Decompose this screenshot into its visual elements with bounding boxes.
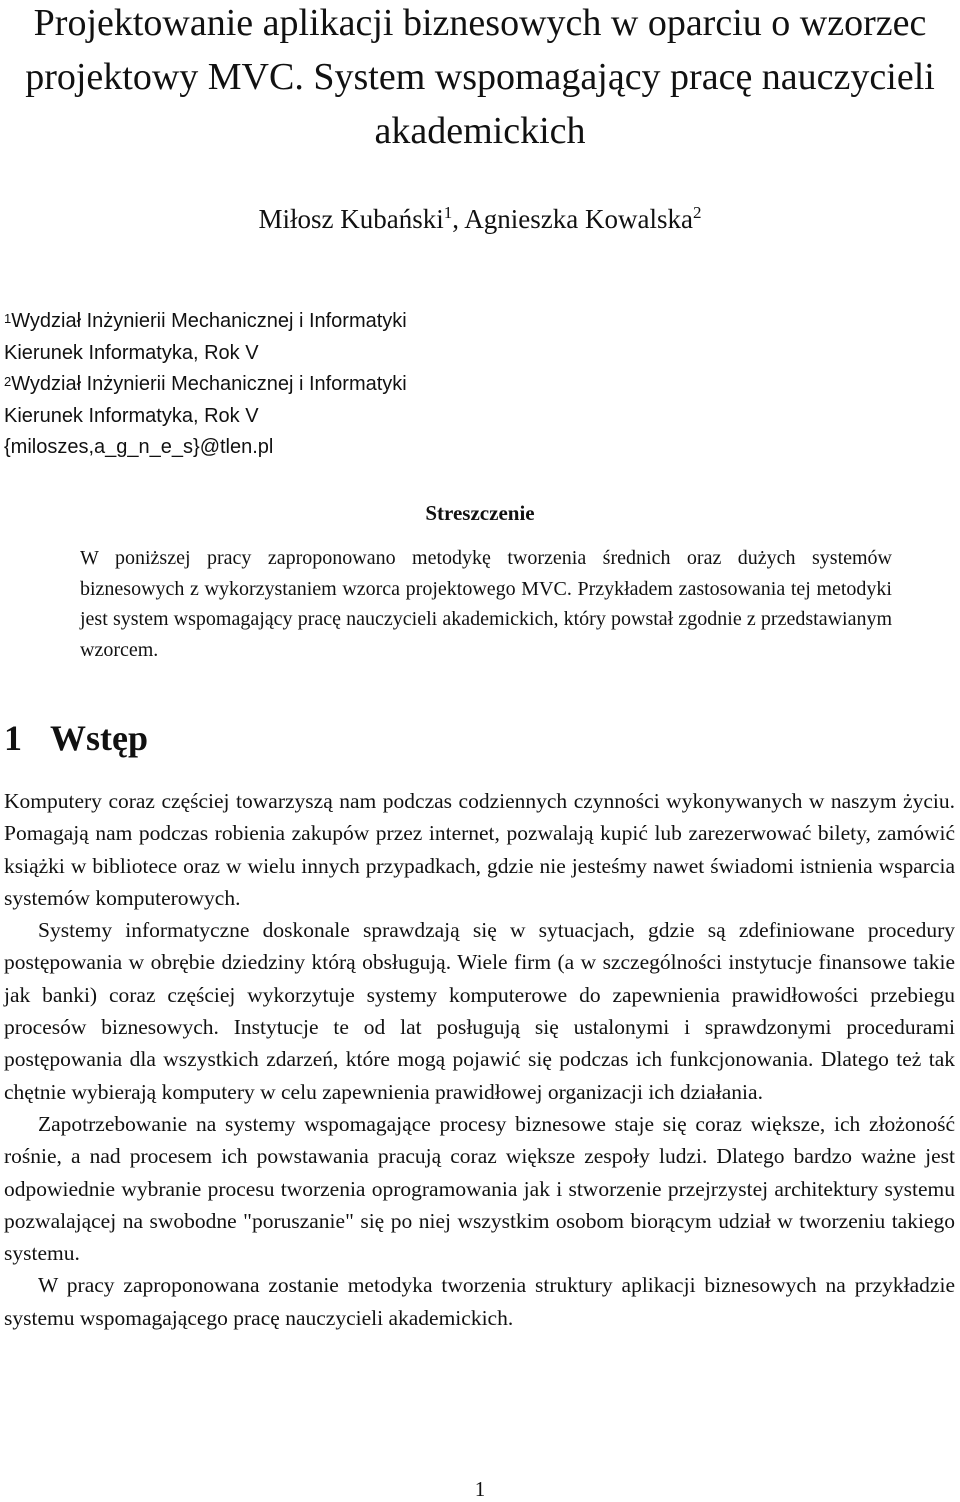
body-paragraph: Zapotrzebowanie na systemy wspomagające procesy biznesowe staje się coraz większe, ich złożoność rośnie, a nad procesem ich powstawania pracują coraz większe zespoły ludzi. Dlatego bardzo ważne jest odpowiednie wybranie procesu tworzenia oprogramowania jak i stworzenie przejrzystej architektury systemu pozwalającej na swobodne "poruszanie" się po niej wszystkim osobom biorącym udział w tworzeniu takiego systemu.: [4, 1111, 955, 1266]
affiliation-line: [4, 401, 904, 433]
affiliation-line: [4, 369, 904, 401]
section-heading: [4, 716, 148, 760]
affiliation-faculty: Wydział Inżynierii Mechanicznej i Informatyki: [11, 373, 407, 395]
body-paragraph: Komputery coraz częściej towarzyszą nam podczas codziennych czynności wykonywanych w naszym życiu. Pomagają nam podczas robienia zakupów przez internet, pozwalają kupić lub zarezerwować bilety, zamówić książki w bibliotece oraz w wielu innych przypadkach, gdzie nie jesteśmy nawet świadomi istnienia wsparcia systemów komputerowych.: [4, 789, 955, 910]
abstract-heading: Streszczenie: [425, 501, 535, 525]
author-email: {miloszes,a_g_n_e_s}@tlen.pl: [4, 436, 274, 458]
affiliation-mark: 2: [4, 374, 12, 389]
section-title: Wstęp: [50, 718, 148, 758]
body-paragraph: Systemy informatyczne doskonale sprawdzają się w sytuacjach, gdzie są zdefiniowane procedury postępowania w obrębie dziedziny którą obsługują. Wiele firm (a w szczególności instytucje finansowe takie jak banki) coraz częściej wykorzytuje systemy komputerowe do zapewnienia prawidłowości przebiegu procesów biznesowych. Instytucje te od lat posługują się ustalonymi i sprawdzonymi procedurami postępowania dla wszystkich zdarzeń, które mogą pojawić się podczas ich funkcjonowania. Dlatego też tak chętnie wybierają komputery w celu zapewnienia prawidłowej organizacji ich działania.: [4, 918, 955, 1104]
paper-title: Projektowanie aplikacji biznesowych w oparciu o wzorzec projektowy MVC. System wspomagający pracę nauczycieli akademickich: [25, 2, 935, 152]
affiliation-block: [4, 306, 904, 464]
affiliation-program: Kierunek Informatyka, Rok V: [4, 341, 259, 364]
author-affiliation-mark: 1: [443, 203, 453, 222]
section-body: [4, 785, 955, 1334]
author-affiliation-mark: 2: [692, 203, 702, 222]
page-number: 1: [474, 1477, 486, 1501]
author-name: Miłosz Kubański: [258, 204, 444, 234]
section-number: 1: [4, 718, 22, 758]
affiliation-line: [4, 306, 904, 338]
abstract-text: W poniższej pracy zaproponowano metodykę tworzenia średnich oraz dużych systemów biznesowych z wykorzystaniem wzorca projektowego MVC. Przykładem zastosowania tej metodyki jest system wspomagający pracę nauczycieli akademickich, który powstał zgodnie z przedstawianym wzorcem.: [80, 547, 892, 661]
affiliation-faculty: Wydział Inżynierii Mechanicznej i Informatyki: [11, 310, 407, 332]
affiliation-line: [4, 338, 904, 370]
affiliation-program: Kierunek Informatyka, Rok V: [4, 404, 259, 427]
author-separator: ,: [452, 204, 465, 234]
body-paragraph: W pracy zaproponowana zostanie metodyka tworzenia struktury aplikacji biznesowych na przykładzie systemu wspomagającego pracę nauczycieli akademickich.: [4, 1273, 955, 1330]
author-list: [0, 196, 960, 236]
author-name: Agnieszka Kowalska: [464, 204, 693, 234]
affiliation-mark: 1: [4, 311, 12, 326]
